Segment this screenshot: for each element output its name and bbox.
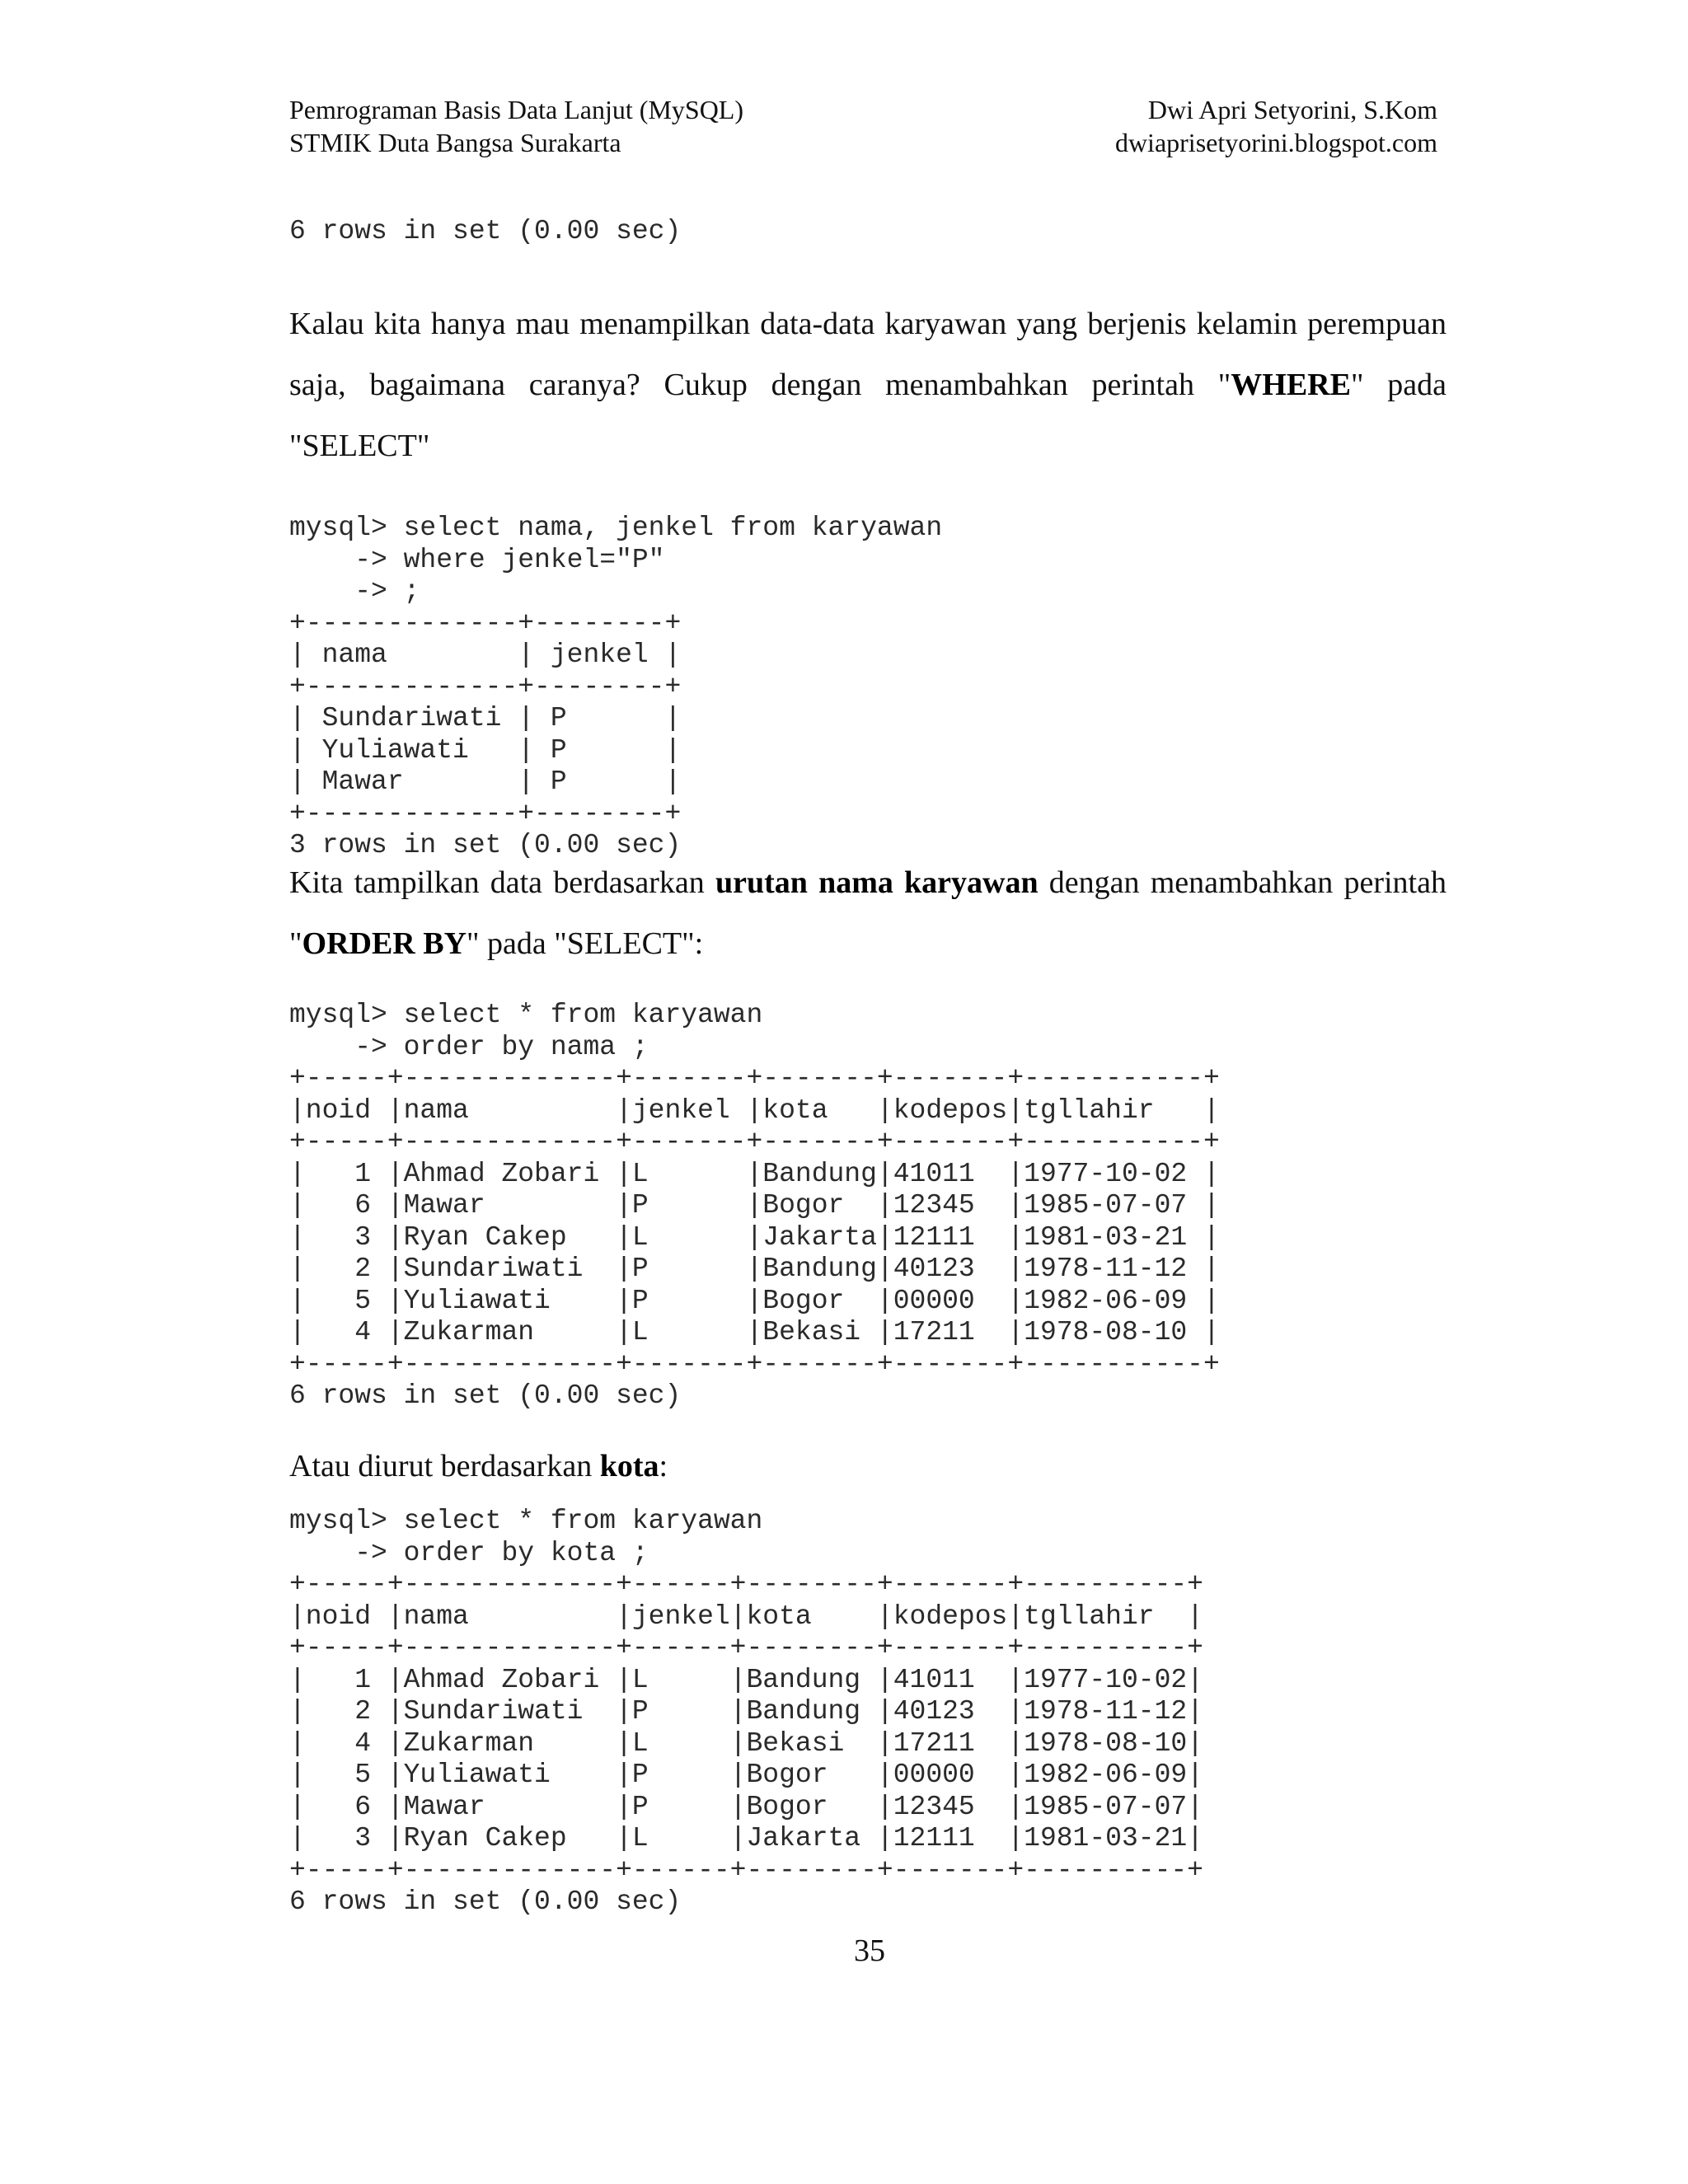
paragraph-order-by-kota-intro [289,1436,1447,1497]
table-border: +-----+-------------+-------+-------+-------+-----------+ [289,1127,1220,1157]
table-row: | 5 |Yuliawati |P |Bogor |00000 |1982-06-09| [289,1760,1203,1790]
rows-summary: 3 rows in set (0.00 sec) [289,830,682,860]
table-header-row: | nama | jenkel | [289,640,682,670]
code-line: -> order by nama ; [289,1031,649,1062]
table-border: +-------------+--------+ [289,671,682,702]
table-row: | 3 |Ryan Cakep |L |Jakarta |12111 |1981-03-21| [289,1823,1203,1854]
paragraph-text: dengan menambahkan perintah " [289,865,1447,961]
table-row: | 1 |Ahmad Zobari |L |Bandung |41011 |1977-10-02| [289,1664,1203,1695]
table-border: +-----+-------------+-------+-------+-------+-----------+ [289,1348,1220,1380]
header-institution: STMIK Duta Bangsa Surakarta [289,128,621,157]
header-course-title: Pemrograman Basis Data Lanjut (MySQL) [289,95,743,124]
code-line: mysql> select * from karyawan [289,1506,763,1536]
code-line: -> order by kota ; [289,1537,649,1568]
table-border: +-------------+--------+ [289,607,682,639]
table-border: +-----+-------------+------+--------+-------+----------+ [289,1569,1203,1600]
page-number: 35 [854,1933,885,1968]
paragraph-where-intro [289,293,1447,476]
header-blog-url: dwiaprisetyorini.blogspot.com [1114,128,1437,157]
table-border: +-------------+--------+ [289,798,682,829]
rows-summary: 6 rows in set (0.00 sec) [289,1886,682,1917]
table-row: | Sundariwati | P | [289,703,682,733]
keyword-order-by: ORDER BY [302,926,467,961]
table-header-row: |noid |nama |jenkel |kota |kodepos|tgllahir | [289,1094,1220,1126]
paragraph-text: " pada "SELECT": [467,926,704,961]
table-border: +-----+-------------+-------+-------+-------+-----------+ [289,1063,1220,1094]
keyword-kota: kota [599,1449,659,1483]
header-author: Dwi Apri Setyorini, S.Kom [1147,95,1437,124]
table-row: | 4 |Zukarman |L |Bekasi |17211 |1978-08-10| [289,1727,1203,1759]
table-border: +-----+-------------+------+--------+-------+----------+ [289,1854,1203,1886]
table-row: | 5 |Yuliawati |P |Bogor |00000 |1982-06-09 | [289,1285,1220,1316]
table-row: | 2 |Sundariwati |P |Bandung|40123 |1978-11-12 | [289,1254,1220,1284]
rows-summary: 6 rows in set (0.00 sec) [289,1380,682,1411]
keyword-urutan-nama: urutan nama karyawan [715,865,1039,900]
table-header-row: |noid |nama |jenkel|kota |kodepos|tgllahir | [289,1601,1203,1632]
code-line: mysql> select nama, jenkel from karyawan [289,513,943,543]
rows-summary-previous: 6 rows in set (0.00 sec) [289,216,682,246]
paragraph-text: Kalau kita hanya mau menampilkan data-data karyawan yang berjenis kelamin perempuan saja, bagaimana caranya? Cukup dengan menambahkan perintah " [289,307,1447,402]
table-row: | 2 |Sundariwati |P |Bandung |40123 |1978-11-12| [289,1696,1203,1727]
table-row: | Mawar | P | [289,766,682,797]
table-border: +-----+-------------+------+--------+-------+----------+ [289,1633,1203,1663]
paragraph-text: " pada "SELECT" [289,368,1447,463]
paragraph-text: Kita tampilkan data berdasarkan [289,865,715,900]
query-where-output [289,513,942,862]
table-row: | 6 |Mawar |P |Bogor |12345 |1985-07-07 | [289,1190,1220,1221]
code-line: mysql> select * from karyawan [289,1000,763,1030]
keyword-where: WHERE [1231,368,1351,402]
query-order-by-nama-output [289,1000,1220,1413]
table-row: | Yuliawati | P | [289,734,682,766]
table-row: | 1 |Ahmad Zobari |L |Bandung|41011 |1977-10-02 | [289,1158,1220,1189]
paragraph-text: : [659,1449,668,1483]
code-line: -> where jenkel="P" [289,544,665,575]
code-line: -> ; [289,576,420,607]
table-row: | 3 |Ryan Cakep |L |Jakarta|12111 |1981-03-21 | [289,1221,1220,1253]
paragraph-order-by-intro [289,852,1447,974]
table-row: | 4 |Zukarman |L |Bekasi |17211 |1978-08-10 | [289,1317,1220,1347]
paragraph-text: Atau diurut berdasarkan [289,1449,600,1483]
query-order-by-kota-output [289,1506,1203,1919]
table-row: | 6 |Mawar |P |Bogor |12345 |1985-07-07| [289,1791,1203,1822]
